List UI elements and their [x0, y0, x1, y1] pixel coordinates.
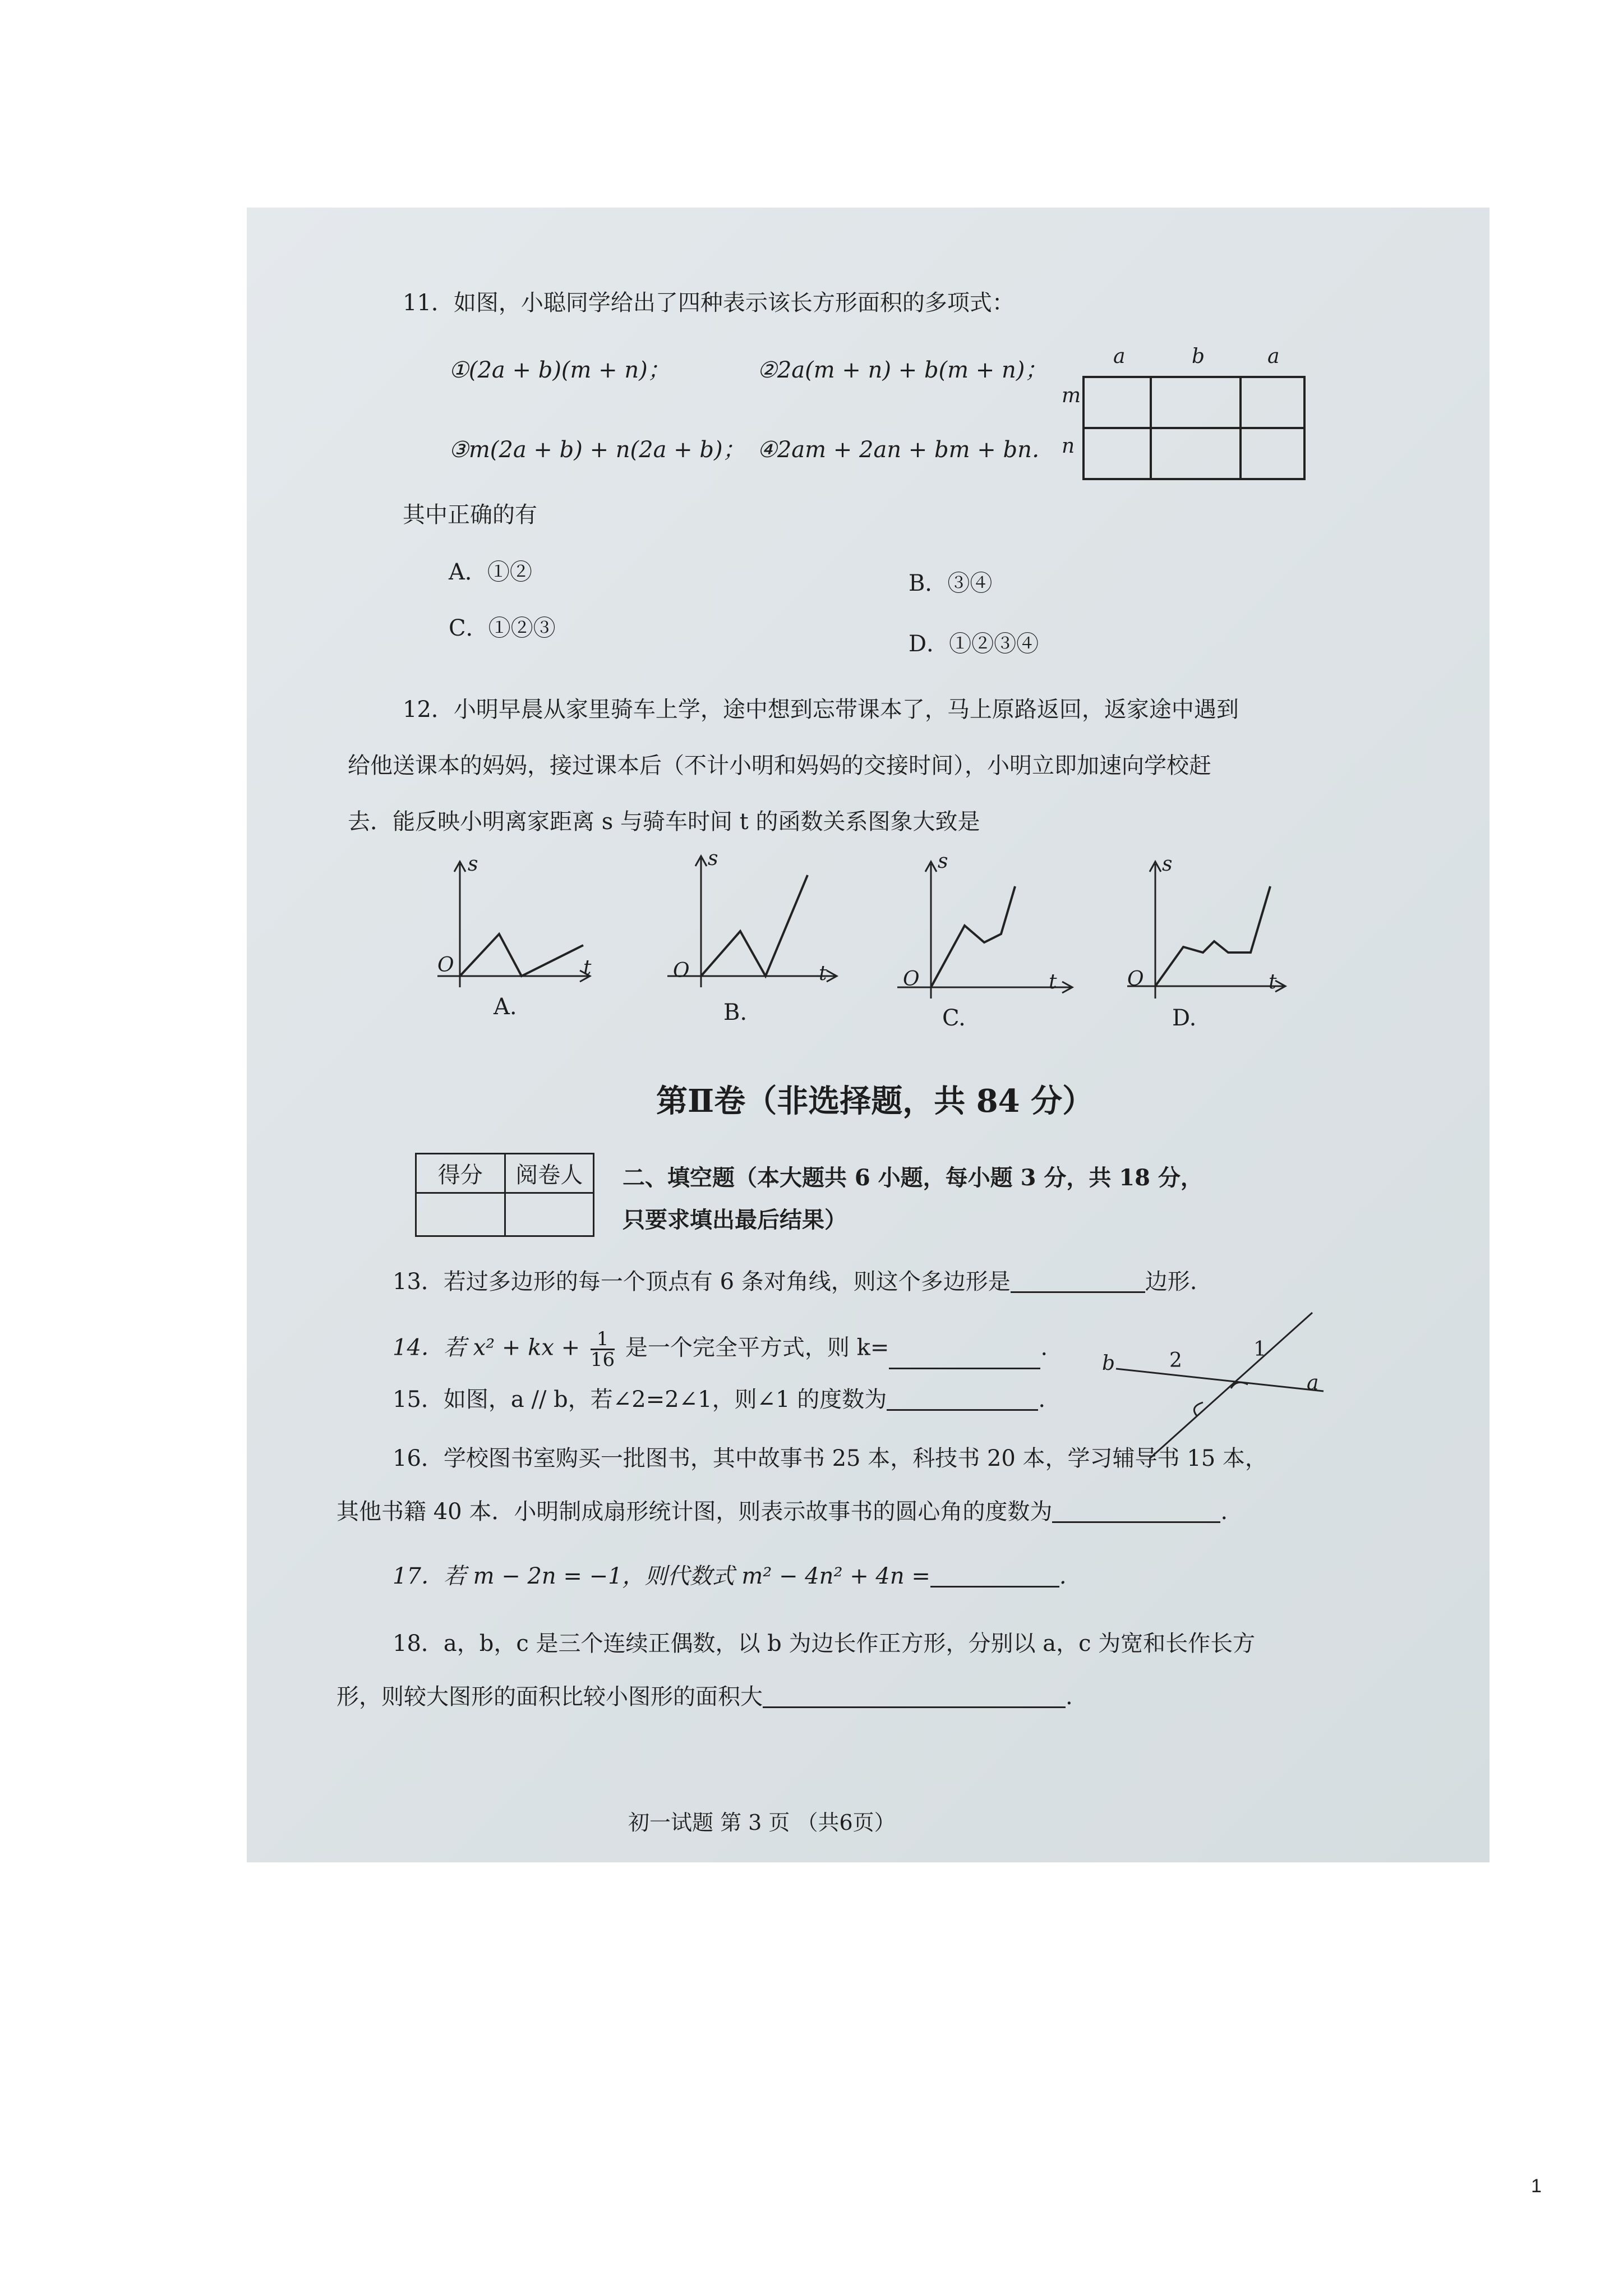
q14-fraction-numerator: 1 — [591, 1329, 615, 1350]
score-header-grader: 阅卷人 — [505, 1154, 594, 1193]
q14-text — [393, 1329, 1048, 1369]
section-title: 第Ⅱ卷（非选择题，共 84 分） — [656, 1083, 1094, 1120]
q14-stem: 14．若 x² + kx + — [393, 1335, 580, 1361]
q13-text — [393, 1271, 1197, 1293]
q12-graph-a — [370, 858, 594, 1004]
q17-stem: 17．若 m − 2n = −1，则代数式 m² − 4n² + 4n = — [393, 1563, 930, 1589]
q11-label-a2: a — [1267, 345, 1280, 368]
q11-choice-b: B．③④ — [909, 570, 993, 596]
q11-option-2: ②2a(m + n) + b(m + n)； — [757, 357, 1048, 383]
q12-graph-a-label: A. — [494, 994, 517, 1020]
q15-stem: 15．如图，a // b，若∠2=2∠1，则∠1 的度数为 — [393, 1387, 887, 1412]
q11-option-3: ③m(2a + b) + n(2a + b)； — [449, 437, 745, 463]
q12-graph-c-s: s — [938, 850, 948, 873]
q18-line-2 — [336, 1686, 1073, 1708]
q12-graph-a-s: s — [468, 853, 478, 876]
q12-graph-d-label: D. — [1172, 1005, 1197, 1031]
page-footer: 初一试题 第 3 页 （共6页） — [628, 1810, 896, 1835]
q14-answer-blank[interactable] — [889, 1347, 1040, 1369]
q17-text — [393, 1565, 1067, 1588]
q15-label-angle-2: 2 — [1169, 1349, 1182, 1372]
q11-label-m: m — [1062, 384, 1081, 407]
q12-line-2: 给他送课本的妈妈，接过课本后（不计小明和妈妈的交接时间），小明立即加速向学校赶 — [348, 753, 1211, 779]
q15-answer-blank[interactable] — [887, 1389, 1038, 1411]
q15-text — [393, 1388, 1045, 1411]
q12-graph-c-t: t — [1049, 970, 1057, 993]
score-cell[interactable] — [416, 1193, 505, 1236]
fill-section-line-2: 只要求填出最后结果） — [623, 1207, 847, 1233]
grader-cell[interactable] — [505, 1193, 594, 1236]
q11-label-a1: a — [1113, 345, 1126, 368]
q16-line-1: 16．学校图书室购买一批图书，其中故事书 25 本，科技书 20 本，学习辅导书 15 本， — [393, 1446, 1267, 1471]
q12-graph-d-s: s — [1162, 853, 1173, 876]
q12-line-3: 去．能反映小明离家距离 s 与骑车时间 t 的函数关系图象大致是 — [348, 809, 980, 835]
q11-question: 其中正确的有 — [403, 502, 537, 528]
q11-option-4: ④2am + 2an + bm + bn． — [757, 437, 1054, 463]
q12-graph-d-origin: O — [1127, 968, 1144, 991]
q18-end: . — [1066, 1684, 1073, 1710]
q13-stem: 13．若过多边形的每一个顶点有 6 条对角线，则这个多边形是 — [393, 1269, 1011, 1295]
q18-answer-blank[interactable] — [763, 1686, 1066, 1708]
q11-option-1: ①(2a + b)(m + n)； — [449, 357, 670, 383]
score-table — [415, 1153, 594, 1237]
q16-line-2 — [336, 1501, 1228, 1523]
q17-end: . — [1059, 1563, 1067, 1589]
q14-end: . — [1040, 1335, 1048, 1361]
q12-graph-b-origin: O — [673, 959, 690, 982]
q12-line-1: 12．小明早晨从家里骑车上学，途中想到忘带课本了，马上原路返回，返家途中遇到 — [403, 697, 1239, 723]
q12-graph-b-label: B. — [723, 1000, 748, 1025]
q16-end: . — [1220, 1499, 1228, 1525]
q14-fraction — [591, 1329, 615, 1369]
q11-choice-c: C．①②③ — [449, 615, 556, 641]
q11-choice-a: A．①② — [449, 559, 532, 585]
q11-label-b: b — [1192, 345, 1205, 368]
q15-label-a: a — [1307, 1372, 1319, 1395]
q16-answer-blank[interactable] — [1052, 1501, 1220, 1523]
score-header-score: 得分 — [416, 1154, 505, 1193]
q16-stem: 其他书籍 40 本．小明制成扇形统计图，则表示故事书的圆心角的度数为 — [336, 1499, 1053, 1525]
q15-parallel-lines-figure — [1099, 1307, 1335, 1464]
q14-fraction-denominator: 16 — [590, 1349, 615, 1371]
q17-answer-blank[interactable] — [930, 1566, 1059, 1588]
q13-suffix: 边形. — [1145, 1269, 1197, 1295]
q15-label-b: b — [1102, 1352, 1115, 1375]
q11-choice-d: D．①②③④ — [909, 631, 1039, 657]
q12-graph-d-t: t — [1269, 970, 1277, 993]
q11-rectangle-figure — [1082, 376, 1307, 482]
page-number: 1 — [1531, 2175, 1542, 2197]
q12-graph-a-t: t — [583, 956, 592, 979]
q12-graph-c-origin: O — [903, 968, 920, 991]
q11-intro: 11．如图，小聪同学给出了四种表示该长方形面积的多项式： — [403, 290, 1015, 316]
q12-graph-c-label: C. — [942, 1005, 966, 1031]
fill-section-line-1: 二、填空题（本大题共 6 小题，每小题 3 分，共 18 分， — [623, 1165, 1203, 1191]
q13-answer-blank[interactable] — [1011, 1271, 1145, 1293]
q15-end: . — [1038, 1387, 1046, 1412]
q11-label-n: n — [1062, 435, 1075, 458]
q12-graph-a-origin: O — [437, 954, 454, 977]
q12-graph-b-t: t — [819, 962, 827, 985]
q12-graph-b-s: s — [708, 847, 718, 870]
q14-stem-rest: 是一个完全平方式，则 k= — [625, 1335, 889, 1361]
q15-label-angle-1: 1 — [1253, 1338, 1266, 1361]
q18-line-1: 18．a，b，c 是三个连续正偶数，以 b 为边长作正方形，分别以 a，c 为宽和长作长方 — [393, 1631, 1256, 1657]
q18-stem: 形，则较大图形的面积比较小图形的面积大 — [336, 1684, 763, 1710]
